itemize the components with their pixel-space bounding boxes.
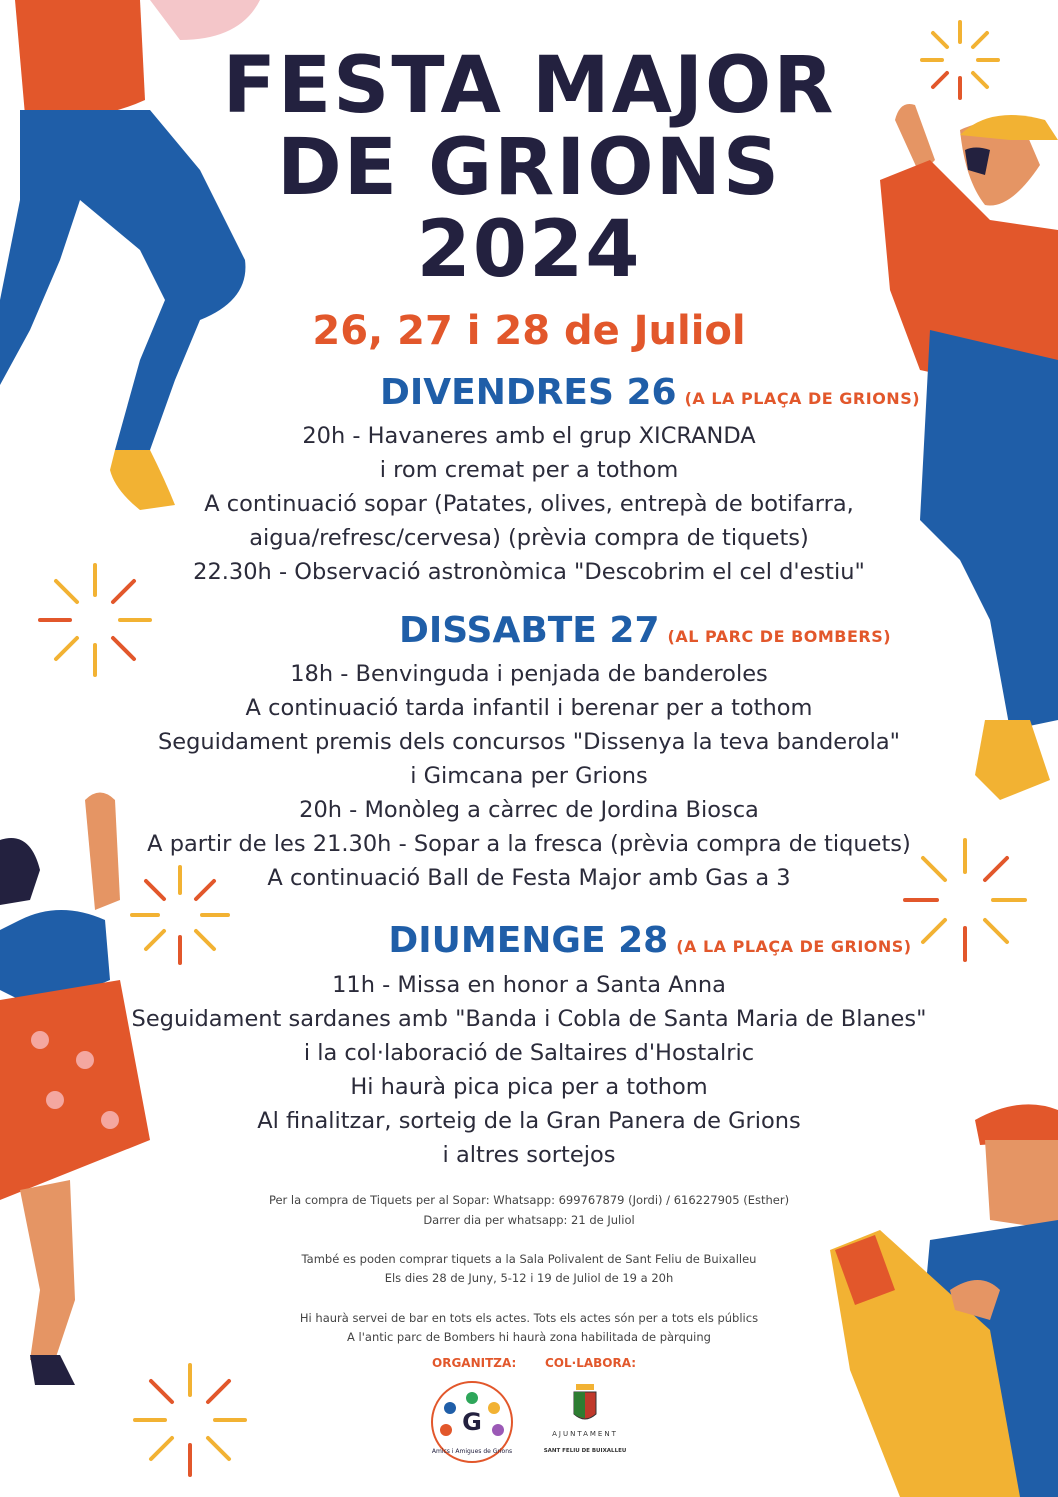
- organitza-label: ORGANITZA:: [432, 1356, 517, 1370]
- saturday-line: Seguidament premis dels concursos "Dissenya la teva banderola": [157, 729, 900, 755]
- note-tickets: Per la compra de Tiquets per al Sopar: Whatsapp: 699767879 (Jordi) / 616227905 (Esther): [268, 1193, 790, 1207]
- friday-location: (A LA PLAÇA DE GRIONS): [684, 389, 921, 408]
- section-friday-heading: [0, 372, 1058, 413]
- saturday-line: 20h - Monòleg a càrrec de Jordina Biosca: [299, 797, 759, 823]
- friday-line: 20h - Havaneres amb el grup XICRANDA: [302, 423, 756, 449]
- town-hall-text-2: SANT FELIU DE BUIXALLEU: [543, 1448, 627, 1454]
- section-sunday-heading: [0, 920, 1058, 961]
- friday-line: A continuació sopar (Patates, olives, entrepà de botifarra,: [204, 491, 854, 517]
- friday-line: i rom cremat per a tothom: [379, 457, 679, 483]
- organizer-logo-text: Amics i Amigues de Grions: [431, 1448, 513, 1455]
- sunday-line: i altres sortejos: [442, 1142, 616, 1168]
- saturday-line: A partir de les 21.30h - Sopar a la fresca (prèvia compra de tiquets): [147, 831, 911, 857]
- sunday-line: Seguidament sardanes amb "Banda i Cobla de Santa Maria de Blanes": [131, 1006, 927, 1032]
- title-line-1: FESTA MAJOR: [222, 41, 836, 131]
- saturday-day: DISSABTE 27: [398, 610, 660, 651]
- saturday-location: (AL PARC DE BOMBERS): [667, 627, 892, 646]
- note-sale-dates: Els dies 28 de Juny, 5-12 i 19 de Juliol de 19 a 20h: [384, 1271, 674, 1285]
- note-parking: A l'antic parc de Bombers hi haurà zona habilitada de pàrquing: [347, 1330, 711, 1344]
- note-sale-place: També es poden comprar tiquets a la Sala Polivalent de Sant Feliu de Buixalleu: [301, 1252, 757, 1266]
- saturday-line: A continuació Ball de Festa Major amb Gas a 3: [267, 865, 791, 891]
- title-year: 2024: [416, 205, 642, 295]
- title-line-2: DE GRIONS: [276, 123, 782, 213]
- saturday-line: A continuació tarda infantil i berenar per a tothom: [245, 695, 813, 721]
- sunday-line: Al finalitzar, sorteig de la Gran Panera de Grions: [257, 1108, 801, 1134]
- town-hall-crest-icon: [540, 1380, 630, 1430]
- sunday-location: (A LA PLAÇA DE GRIONS): [676, 937, 912, 956]
- organizer-logo: [428, 1378, 516, 1466]
- friday-line: 22.30h - Observació astronòmica "Descobrim el cel d'estiu": [193, 559, 865, 585]
- col-labora-label: COL·LABORA:: [545, 1356, 637, 1370]
- town-hall-text-1: AJUNTAMENT: [552, 1430, 618, 1438]
- sunday-line: i la col·laboració de Saltaires d'Hostalric: [303, 1040, 755, 1066]
- section-saturday-heading: [0, 610, 1058, 651]
- organizer-logo-letter: G: [462, 1408, 482, 1436]
- saturday-line: 18h - Benvinguda i penjada de banderoles: [290, 661, 768, 687]
- friday-day: DIVENDRES 26: [379, 372, 677, 413]
- friday-line: aigua/refresc/cervesa) (prèvia compra de tiquets): [249, 525, 809, 551]
- sunday-line: Hi haurà pica pica per a tothom: [350, 1074, 708, 1100]
- town-hall-logo: [540, 1380, 630, 1460]
- sunday-line: 11h - Missa en honor a Santa Anna: [332, 972, 726, 998]
- event-dates: 26, 27 i 28 de Juliol: [312, 308, 746, 354]
- note-deadline: Darrer dia per whatsapp: 21 de Juliol: [423, 1213, 635, 1227]
- note-bar: Hi haurà servei de bar en tots els actes. Tots els actes són per a tots els públics: [299, 1311, 759, 1325]
- saturday-line: i Gimcana per Grions: [410, 763, 648, 789]
- sunday-day: DIUMENGE 28: [388, 920, 669, 961]
